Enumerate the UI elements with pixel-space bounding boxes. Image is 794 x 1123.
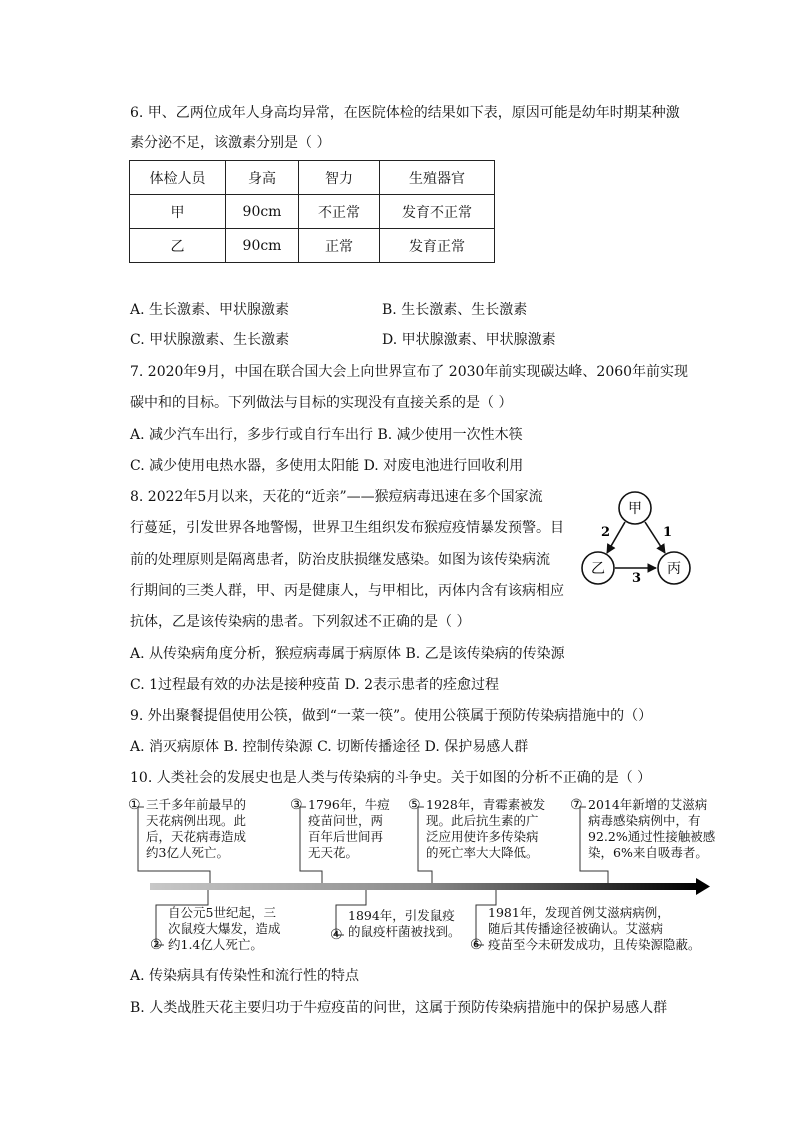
event-4-number: ④ xyxy=(330,927,343,943)
q10-stem: 10. 人类社会的发展史也是人类与传染病的斗争史。关于如图的分析不正确的是（ ） xyxy=(130,770,652,786)
edge-2-label: 2 xyxy=(601,525,611,540)
q6-option-d: D. 甲状腺激素、甲状腺激素 xyxy=(382,332,556,348)
event-5-text: 1928年，青霉素被发 现。此后抗生素的广 泛应用使许多传染病 的死亡率大大降低。 xyxy=(426,797,546,860)
q6-stem-line1: 6. 甲、乙两位成年人身高均异常，在医院体检的结果如下表，原因可能是幼年时期某种激 xyxy=(130,105,680,121)
q6-option-b: B. 生长激素、生长激素 xyxy=(382,302,528,318)
event-2-number: ② xyxy=(150,937,163,953)
event-7-number: ⑦ xyxy=(570,797,583,813)
timeline-axis xyxy=(150,883,698,890)
q8-stem-line5: 抗体，乙是该传染病的患者。下列叙述不正确的是（ ） xyxy=(130,614,471,630)
table-header-cell: 智力 xyxy=(299,161,380,195)
q9-stem: 9. 外出聚餐提倡使用公筷，做到“一菜一筷”。使用公筷属于预防传染病措施中的（） xyxy=(130,708,653,724)
q9-options: A. 消灭病原体 B. 控制传染源 C. 切断传播途径 D. 保护易感人群 xyxy=(130,739,529,755)
q7-stem-line2: 碳中和的目标。下列做法与目标的实现没有直接关系的是（ ） xyxy=(130,395,513,411)
event-1-number: ① xyxy=(128,797,141,813)
q8-stem-line1: 8. 2022年5月以来，天花的“近亲”——猴痘病毒迅速在多个国家流 xyxy=(130,489,543,505)
q7-options-cd: C. 减少使用电热水器，多使用太阳能 D. 对废电池进行回收利用 xyxy=(130,458,524,474)
q6-exam-table xyxy=(129,160,495,263)
timeline-arrowhead xyxy=(696,878,710,895)
edge-3-label: 3 xyxy=(632,571,642,586)
node-yi-label: 乙 xyxy=(591,561,605,577)
edge-1-arrow xyxy=(645,522,665,553)
event-7-text: 2014年新增的艾滋病 病毒感染病例中，有 92.2%通过性接触被感 染，6%来自吸毒者。 xyxy=(588,797,716,860)
q10-history-timeline xyxy=(126,795,726,960)
event-4-text: 1894年，引发鼠疫 的鼠疫杆菌被找到。 xyxy=(348,908,461,939)
event-2-text: 自公元5世纪起，三 次鼠疫大爆发，造成 约1.4亿人死亡。 xyxy=(168,905,281,952)
q6-option-c: C. 甲状腺激素、生长激素 xyxy=(130,332,290,348)
table-cell: 乙 xyxy=(130,229,226,263)
q8-transmission-diagram xyxy=(580,490,700,590)
q8-options-cd: C. 1过程最有效的办法是接种疫苗 D. 2表示患者的痊愈过程 xyxy=(130,677,500,693)
q8-options-ab: A. 从传染病角度分析，猴痘病毒属于病原体 B. 乙是该传染病的传染源 xyxy=(130,646,565,662)
event-6-text: 1981年，发现首例艾滋病病例， 随后其传播途径被确认。艾滋病 疫苗至今未研发成功，且传染源隐蔽。 xyxy=(488,905,701,952)
q8-stem-line4: 行期间的三类人群，甲、丙是健康人，与甲相比，丙体内含有该病相应 xyxy=(130,583,564,599)
event-1-text: 三千多年前最早的 天花病例出现。此 后，天花病毒造成 约3亿人死亡。 xyxy=(146,797,247,860)
q10-option-a: A. 传染病具有传染性和流行性的特点 xyxy=(130,968,360,984)
table-cell: 90cm xyxy=(226,229,299,263)
q6-stem-line2: 素分泌不足，该激素分别是（ ） xyxy=(130,135,331,151)
node-bing-label: 丙 xyxy=(667,561,681,577)
event-6-number: ⑥ xyxy=(470,937,483,953)
event-5-number: ⑤ xyxy=(408,797,421,813)
q10-option-b: B. 人类战胜天花主要归功于牛痘疫苗的问世，这属于预防传染病措施中的保护易感人群 xyxy=(130,1000,668,1016)
table-row xyxy=(130,195,495,229)
q6-option-a: A. 生长激素、甲状腺激素 xyxy=(130,302,290,318)
table-header-cell: 身高 xyxy=(226,161,299,195)
table-cell: 发育正常 xyxy=(380,229,495,263)
table-header-row xyxy=(130,161,495,195)
event-3-number: ③ xyxy=(290,797,303,813)
table-cell: 不正常 xyxy=(299,195,380,229)
table-cell: 90cm xyxy=(226,195,299,229)
q7-stem-line1: 7. 2020年9月，中国在联合国大会上向世界宣布了 2030年前实现碳达峰、2060年前实现 xyxy=(130,364,689,380)
table-header-cell: 体检人员 xyxy=(130,161,226,195)
event-3-text: 1796年，牛痘 疫苗问世，两 百年后世间再 无天花。 xyxy=(308,797,390,860)
table-cell: 发育不正常 xyxy=(380,195,495,229)
q8-stem-line3: 前的处理原则是隔离患者，防治皮肤损继发感染。如图为该传染病流 xyxy=(130,552,550,568)
q8-stem-line2: 行蔓延，引发世界各地警惕，世界卫生组织发布猴痘疫情暴发预警。目 xyxy=(130,520,564,536)
edge-1-label: 1 xyxy=(663,525,673,540)
table-cell: 甲 xyxy=(130,195,226,229)
table-row xyxy=(130,229,495,263)
table-header-cell: 生殖器官 xyxy=(380,161,495,195)
q7-options-ab: A. 减少汽车出行，多步行或自行车出行 B. 减少使用一次性木筷 xyxy=(130,427,523,443)
node-jia-label: 甲 xyxy=(628,501,642,517)
table-cell: 正常 xyxy=(299,229,380,263)
